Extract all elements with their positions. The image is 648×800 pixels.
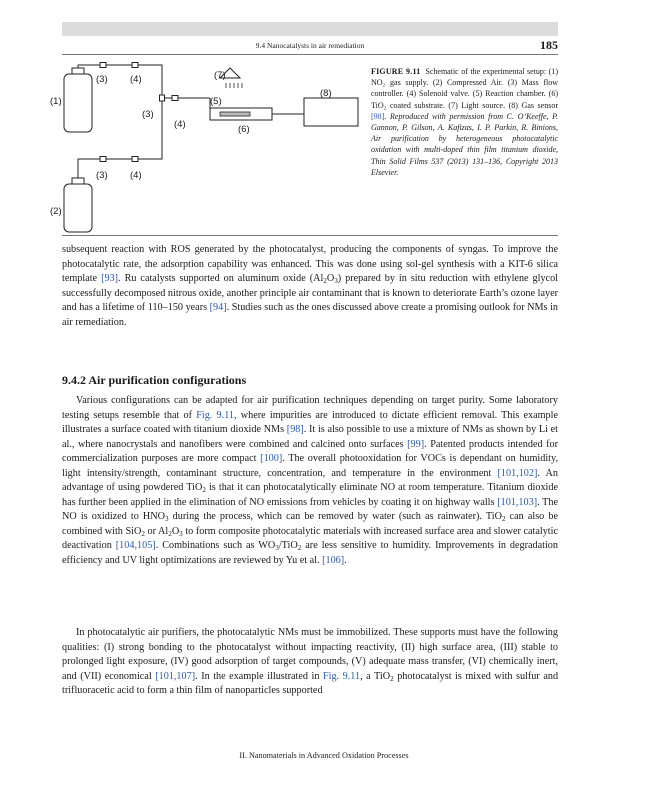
page-number: 185: [540, 38, 558, 52]
label-valve-top: (4): [130, 74, 142, 85]
paragraph-configurations: Various configurations can be adapted for air purification techniques depending on target purity. Some laboratory testing setups resemble that of Fig. 9.11, where impurities are introduced to dictate efficient removal. This example illustrates a surface coated with titanium dioxide NMs [98]. It is also possible to use a mixture of NMs as shown by Li et al., where nanocrystals and nanofibers were combined and calcined onto surfaces [99]. Patented products intended for commercialization purposes are more compact [100]. The overall photooxidation for VOCs is dependant on humidity, light intensity/strength, contaminant structure, concentration, and temperature in the environment [101,102]. An advantage of using powdered TiO$_2$ is that it can photocatalytically eliminate NO at room temperature. Titanium dioxide has further been applied in the elimination of NO emissions from vehicles by coating it on highway walls [101,103]. The NO is oxidized to $HNO_3$ during the process, which can be removed by water (such as rainwater). TiO$_2$ can also be combined with SiO$_2$ or $Al_2O_3$ to form composite photocatalytic materials with increased surface area and slower catalytic deactivation [104,105]. Combinations such as $WO_3/TiO_2$ are less sensitive to humidity. Improvements in degradation efficiency and UV light optimizations are reviewed by Yu et al. [106].: [62, 395, 559, 566]
reference-link[interactable]: [99]: [407, 438, 425, 450]
label-valve-bottom: (4): [130, 170, 142, 181]
label-cylinder-2: (2): [50, 206, 62, 217]
page-footer: II. Nanomaterials in Advanced Oxidation Processes: [239, 751, 409, 760]
figure-schematic: [50, 62, 362, 232]
caption-label: FIGURE 9.11: [371, 67, 421, 76]
figure-link[interactable]: Fig. 9.11: [322, 670, 361, 682]
solenoid-valve-bottom: [132, 157, 138, 162]
label-cylinder-1: (1): [50, 96, 62, 107]
label-mfc-main: (3): [142, 109, 154, 120]
label-mfc-top: (3): [96, 74, 108, 85]
reference-link[interactable]: [104,105]: [115, 540, 156, 551]
gas-sensor: [304, 98, 358, 126]
running-title: 9.4 Nanocatalysts in air remediation: [255, 41, 365, 50]
label-light-source: (7): [214, 70, 226, 81]
label-substrate: (6): [238, 124, 250, 135]
reference-link[interactable]: [93]: [101, 273, 119, 284]
reference-link[interactable]: [98]: [286, 424, 304, 435]
reference-link[interactable]: [101,107]: [155, 670, 196, 682]
running-head: [62, 38, 558, 55]
header-band: [62, 22, 558, 36]
caption-source: Reproduced with permission from C. O’Keeffe, P. Gannon, P. Gilson, A. Kafizas, I. P. Parkin, R. Binions, Air purification by heterogeneous photocatalytic oxidation with multi-doped thin film titanium dioxide, Thin Solid Films 537 (2013) 131–136, Copyright 2013 Elsevier.: [371, 111, 559, 177]
label-chamber: (5): [210, 96, 222, 107]
reaction-chamber: [210, 108, 272, 120]
label-mfc-bottom: (3): [96, 170, 108, 181]
reference-link[interactable]: [94]: [209, 302, 227, 313]
gas-cylinder-2: [64, 178, 92, 232]
reference-link[interactable]: [101,103]: [497, 496, 538, 508]
solenoid-valve-main: [172, 96, 178, 101]
caption-text: Schematic of the experimental setup: (1) NO₂ gas supply. (2) Compressed Air. (3) Mass flow controller. (4) Solenoid valve. (5) Reaction chamber. (6) TiO₂ coated substrate. (7) Light source. (8) Gas sensor: [371, 67, 559, 110]
label-gas-sensor: (8): [320, 88, 332, 99]
mixing-junction: [162, 92, 210, 104]
paragraph-air-remediation: subsequent reaction with ROS generated by the photocatalyst, producing the components of syngas. To improve the photocatalytic rate, the adsorption capability was enhanced. This was done using sol-gel synthesis with a KIT-6 silica template [93]. Ru catalysts supported on aluminum oxide $(Al_2O_3)$ prepared by in situ reduction with ethylene glycol successfully decomposed nitrous oxide, another principle air contaminant that is known to deteriorate Earth’s ozone layer and has a lifetime of 110–150 years [94]. Studies such as the ones discussed above create a promising outlook for NMs in air remediation.: [62, 244, 559, 328]
reference-link[interactable]: [106]: [322, 554, 345, 566]
mass-flow-controller-top: [100, 63, 106, 68]
caption-divider: [62, 235, 558, 236]
mass-flow-controller-bottom: [100, 157, 106, 162]
mass-flow-controller-main: [160, 95, 165, 101]
figure-caption: FIGURE 9.11 Schematic of the experimental setup: (1) NO₂ gas supply. (2) Compressed Air. (3) Mass flow controller. (4) Solenoid valve. (5) Reaction chamber. (6) TiO₂ coated substrate. (7) Light source. (8) Gas sensor [98]. Reproduced with permission from C. O’Keeffe, P. Gannon, P. Gilson, A. Kafizas, I. P. Parkin, R. Binions, Air purification by heterogeneous photocatalytic oxidation with multi-doped thin film titanium dioxide, Thin Solid Films 537 (2013) 131–136, Copyright 2013 Elsevier.: [371, 67, 559, 177]
reference-link[interactable]: [101,102]: [497, 467, 538, 479]
paragraph-immobilization: In photocatalytic air purifiers, the photocatalytic NMs must be immobilized. These supports must have the following qualities: (I) strong bonding to the photocatalyst without impacting reactivity, (II) high surface area, (III) stable to prolonged light exposure, (IV) good adsorption of target compounds, (V) adequate mass transfer, (VI) chemically inert, and (VII) economical [101,107]. In the example illustrated in Fig. 9.11, a TiO$_2$ photocatalyst is mixed with sulfur and trifluoracetic acid to form a thin film of nanoparticles supported: [62, 627, 559, 696]
section-heading: 9.4.2 Air purification configurations: [62, 373, 247, 387]
reference-link[interactable]: [100]: [260, 453, 283, 464]
gas-cylinder-1: [64, 68, 92, 132]
caption-reference-link[interactable]: [98]: [371, 111, 385, 121]
solenoid-valve-top: [132, 63, 138, 68]
label-valve-main: (4): [174, 119, 186, 130]
figure-link[interactable]: Fig. 9.11: [196, 409, 235, 421]
schematic-diagram: [50, 62, 362, 232]
